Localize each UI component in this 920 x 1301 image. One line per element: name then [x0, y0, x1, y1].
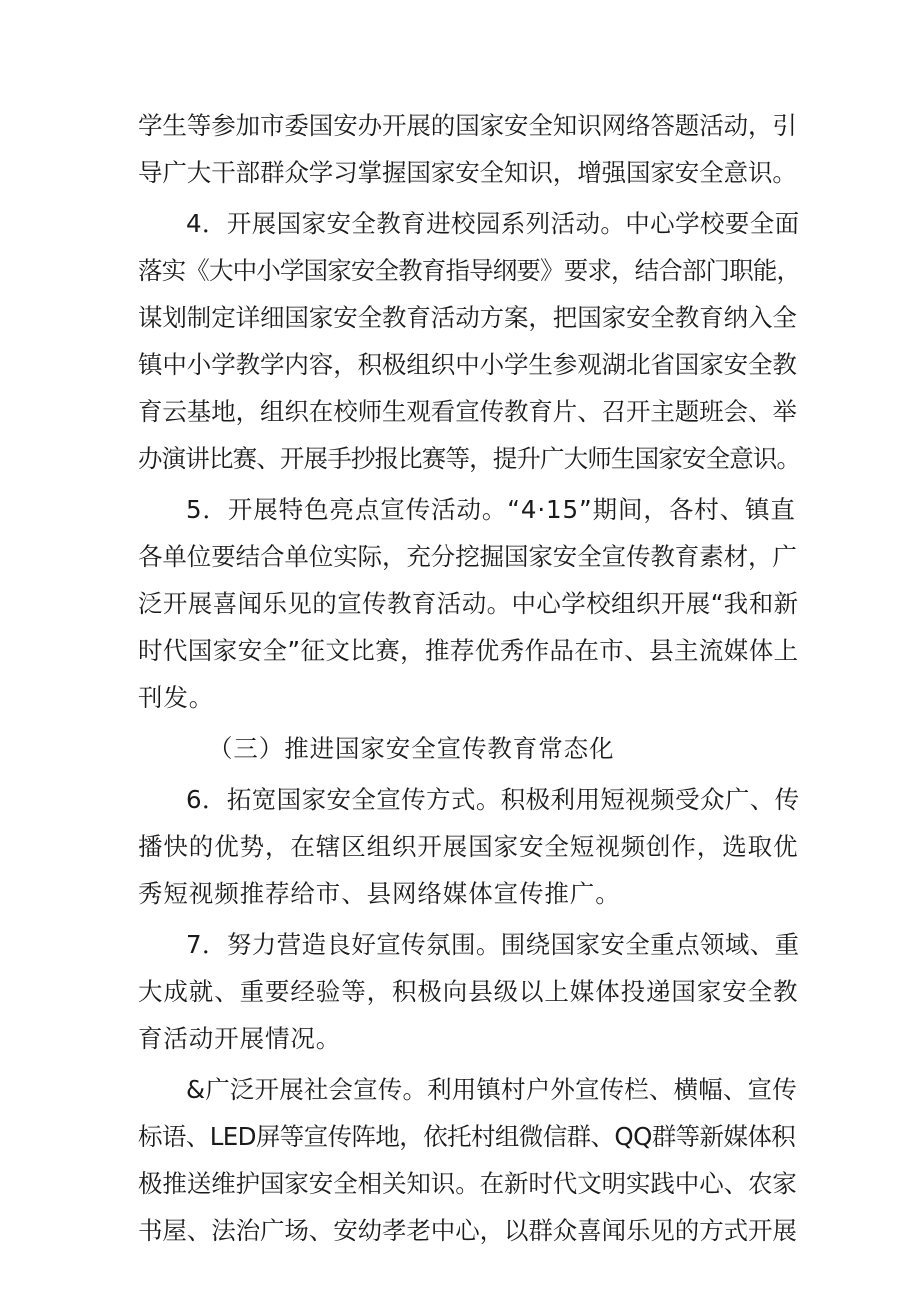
text-line: 泛开展喜闻乐见的宣传教育活动。中心学校组织开展“我和新 — [138, 589, 799, 618]
paragraph-item-4 — [138, 200, 800, 482]
paragraph-item-5 — [138, 486, 800, 721]
text-line: 秀短视频推荐给市、县网络媒体宣传推广。 — [138, 879, 621, 908]
paragraph-item-8 — [138, 1066, 800, 1254]
text-line: 极推送维护国家安全相关知识。在新时代文明实践中心、农家 — [138, 1169, 797, 1198]
text-line: 各单位要结合单位实际，充分挖掘国家安全宣传教育素材，广 — [138, 542, 797, 571]
section-heading — [138, 725, 800, 772]
text-line: 4．开展国家安全教育进校园系列活动。中心学校要全面 — [186, 209, 800, 238]
text-line: 学生等参加市委国安办开展的国家安全知识网络答题活动，引 — [138, 111, 797, 140]
paragraph-item-7 — [138, 921, 800, 1062]
text-line: 育活动开展情况。 — [138, 1024, 342, 1053]
paragraph-continuation — [138, 102, 800, 196]
text-line: 镇中小学教学内容，积极组织中小学生参观湖北省国家安全教 — [138, 350, 797, 379]
text-line: 大成就、重要经验等，积极向县级以上媒体投递国家安全教 — [138, 977, 799, 1006]
text-line: 办演讲比赛、开展手抄报比赛等，提升广大师生国家安全意识。 — [138, 444, 801, 473]
text-line: 标语、LED屏等宣传阵地，依托村组微信群、QQ群等新媒体积 — [138, 1122, 796, 1151]
text-line: 书屋、法治广场、安幼孝老中心，以群众喜闻乐见的方式开展 — [138, 1216, 797, 1245]
text-line: 谋划制定详细国家安全教育活动方案，把国家安全教育纳入全 — [138, 303, 797, 332]
text-line: 7．努力营造良好宣传氛围。围绕国家安全重点领域、重 — [186, 930, 800, 959]
text-line: 落实《大中小学国家安全教育指导纲要》要求，结合部门职能， — [138, 256, 801, 285]
text-line: 刊发。 — [138, 683, 215, 712]
text-line: 5．开展特色亮点宣传活动。“4·15”期间，各村、镇直 — [186, 495, 796, 524]
text-line: 育云基地，组织在校师生观看宣传教育片、召开主题班会、举 — [138, 397, 797, 426]
text-line: 时代国家安全”征文比赛，推荐优秀作品在市、县主流媒体上 — [138, 636, 799, 665]
paragraph-item-6 — [138, 776, 800, 917]
text-line: 6．拓宽国家安全宣传方式。积极利用短视频受众广、传 — [186, 785, 800, 814]
text-line: 导广大干部群众学习掌握国家安全知识，增强国家安全意识。 — [138, 158, 797, 187]
text-line: &广泛开展社会宣传。利用镇村户外宣传栏、横幅、宣传 — [186, 1075, 797, 1104]
text-line: 播快的优势，在辖区组织开展国家安全短视频创作，选取优 — [138, 832, 799, 861]
section-heading-text: （三）推进国家安全宣传教育常态化 — [208, 734, 615, 763]
